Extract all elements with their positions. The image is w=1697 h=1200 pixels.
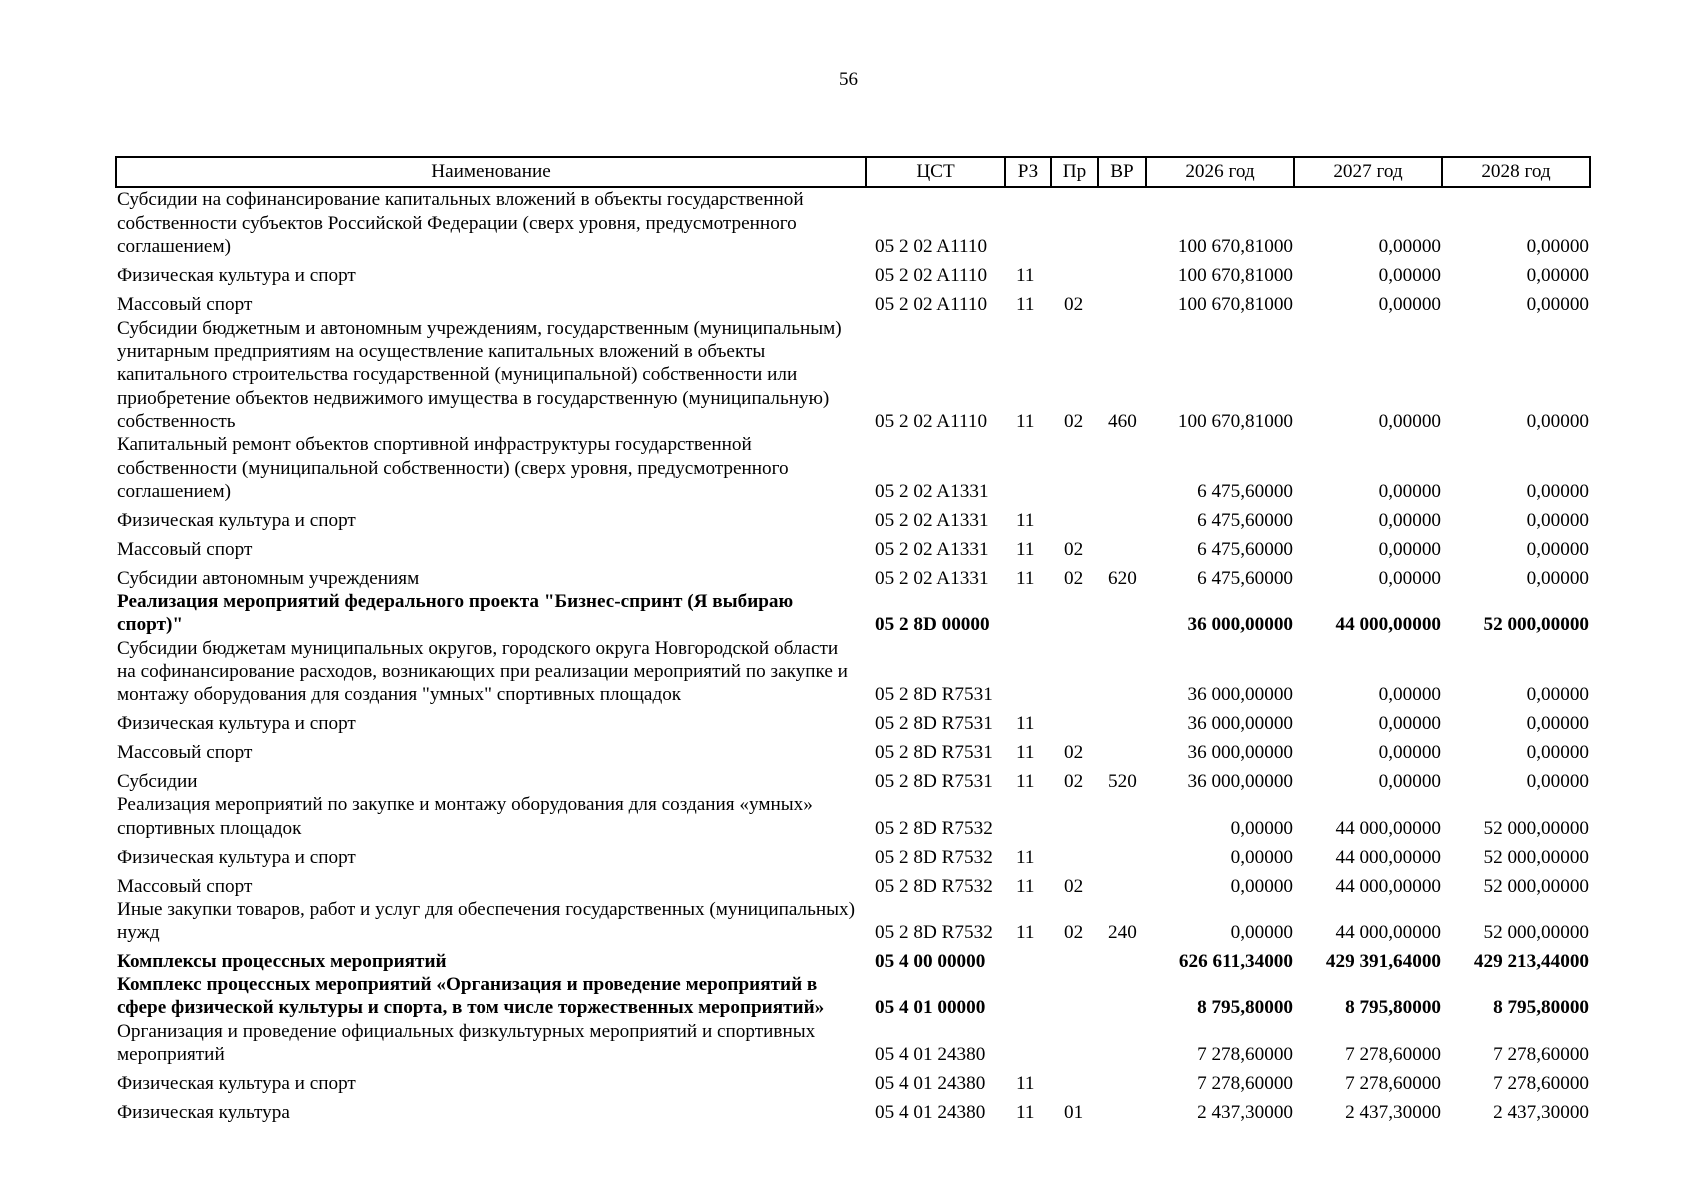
row-pr bbox=[1051, 258, 1098, 287]
row-2026: 100 670,81000 bbox=[1177, 410, 1293, 432]
row-vr: 520 bbox=[1108, 771, 1137, 793]
row-vr bbox=[1098, 973, 1146, 1019]
row-vr bbox=[1098, 1095, 1146, 1124]
row-cst: 05 2 02 A1110 bbox=[875, 264, 988, 286]
table-row bbox=[116, 706, 1590, 735]
row-rz: 11 bbox=[1016, 846, 1035, 868]
row-cst: 05 2 8D 00000 bbox=[875, 614, 990, 636]
header-rz: РЗ bbox=[1005, 157, 1051, 187]
row-vr: 240 bbox=[1108, 922, 1137, 944]
row-2028: 0,00000 bbox=[1526, 684, 1589, 706]
row-rz: 11 bbox=[1016, 410, 1035, 432]
row-2028: 0,00000 bbox=[1526, 538, 1589, 560]
table-header bbox=[116, 157, 1590, 187]
row-2028: 429 213,44000 bbox=[1473, 951, 1589, 973]
row-cst: 05 2 8D R7531 bbox=[875, 713, 993, 735]
row-cst: 05 2 02 A1110 bbox=[875, 235, 988, 257]
row-rz bbox=[1005, 944, 1051, 973]
table-row bbox=[116, 793, 1590, 839]
row-name: Субсидии бюджетным и автономным учреждениям, государственным (муниципальным) унитарным предприятиям на осуществление капитальных вложений в объекты капитального строительства государственной (муниципальной) собственности или приобретение объектов недвижимого имущества в государственную (муниципальную) собственность bbox=[117, 317, 842, 432]
row-2026: 7 278,60000 bbox=[1197, 1072, 1293, 1094]
table-row bbox=[116, 636, 1590, 706]
table-row bbox=[116, 316, 1590, 433]
row-2027: 44 000,00000 bbox=[1335, 922, 1441, 944]
row-vr bbox=[1098, 1066, 1146, 1095]
row-2027: 7 278,60000 bbox=[1345, 1043, 1441, 1065]
row-name: Реализация мероприятий по закупке и монтажу оборудования для создания «умных» спортивных площадок bbox=[117, 794, 813, 839]
row-2027: 0,00000 bbox=[1378, 410, 1441, 432]
row-2026: 6 475,60000 bbox=[1197, 538, 1293, 560]
row-2026: 7 278,60000 bbox=[1197, 1043, 1293, 1065]
row-vr bbox=[1098, 287, 1146, 316]
row-2026: 100 670,81000 bbox=[1177, 235, 1293, 257]
row-vr bbox=[1098, 433, 1146, 503]
row-2026: 100 670,81000 bbox=[1177, 264, 1293, 286]
row-rz: 11 bbox=[1016, 922, 1035, 944]
row-2027: 44 000,00000 bbox=[1335, 817, 1441, 839]
row-name: Физическая культура bbox=[117, 1101, 290, 1123]
row-2028: 0,00000 bbox=[1526, 713, 1589, 735]
row-name: Реализация мероприятий федерального проекта "Бизнес-спринт (Я выбираю спорт)" bbox=[117, 591, 794, 636]
header-cst: ЦСТ bbox=[866, 157, 1005, 187]
header-name: Наименование bbox=[116, 157, 866, 187]
row-cst: 05 4 01 24380 bbox=[875, 1101, 986, 1123]
row-vr bbox=[1098, 869, 1146, 898]
header-row bbox=[116, 157, 1590, 187]
row-rz: 11 bbox=[1016, 713, 1035, 735]
row-rz: 11 bbox=[1016, 293, 1035, 315]
row-2028: 0,00000 bbox=[1526, 771, 1589, 793]
table-row bbox=[116, 898, 1590, 944]
row-2028: 0,00000 bbox=[1526, 410, 1589, 432]
row-pr: 02 bbox=[1064, 410, 1084, 432]
row-pr bbox=[1051, 973, 1098, 1019]
row-name: Субсидии автономным учреждениям bbox=[117, 567, 420, 589]
row-2026: 36 000,00000 bbox=[1187, 713, 1293, 735]
row-2026: 6 475,60000 bbox=[1197, 567, 1293, 589]
row-name: Массовый спорт bbox=[117, 538, 253, 560]
row-2027: 0,00000 bbox=[1378, 538, 1441, 560]
row-rz bbox=[1005, 433, 1051, 503]
row-2026: 6 475,60000 bbox=[1197, 480, 1293, 502]
row-rz bbox=[1005, 973, 1051, 1019]
row-2027: 0,00000 bbox=[1378, 480, 1441, 502]
row-cst: 05 2 8D R7531 bbox=[875, 771, 993, 793]
row-pr bbox=[1051, 793, 1098, 839]
row-rz: 11 bbox=[1016, 538, 1035, 560]
row-vr bbox=[1098, 532, 1146, 561]
row-2028: 7 278,60000 bbox=[1493, 1072, 1589, 1094]
header-2028: 2028 год bbox=[1442, 157, 1590, 187]
table-row bbox=[116, 561, 1590, 590]
row-2026: 0,00000 bbox=[1230, 922, 1293, 944]
row-2028: 0,00000 bbox=[1526, 567, 1589, 589]
table-row bbox=[116, 532, 1590, 561]
table-row bbox=[116, 433, 1590, 503]
row-2026: 6 475,60000 bbox=[1197, 509, 1293, 531]
row-cst: 05 4 01 24380 bbox=[875, 1072, 986, 1094]
row-2027: 0,00000 bbox=[1378, 235, 1441, 257]
row-rz bbox=[1005, 187, 1051, 258]
table-row bbox=[116, 187, 1590, 258]
row-2028: 52 000,00000 bbox=[1483, 817, 1589, 839]
row-pr bbox=[1051, 1066, 1098, 1095]
row-name: Физическая культура и спорт bbox=[117, 713, 356, 735]
row-vr bbox=[1098, 944, 1146, 973]
row-2028: 0,00000 bbox=[1526, 509, 1589, 531]
row-pr bbox=[1051, 944, 1098, 973]
row-name: Иные закупки товаров, работ и услуг для обеспечения государственных (муниципальных) нужд bbox=[117, 898, 856, 944]
row-cst: 05 4 01 00000 bbox=[875, 997, 986, 1019]
row-rz: 11 bbox=[1016, 742, 1035, 764]
row-rz: 11 bbox=[1016, 1101, 1035, 1123]
row-cst: 05 2 02 A1331 bbox=[875, 509, 989, 531]
row-vr bbox=[1098, 636, 1146, 706]
row-rz bbox=[1005, 590, 1051, 636]
row-2026: 2 437,30000 bbox=[1197, 1101, 1293, 1123]
row-rz: 11 bbox=[1016, 1072, 1035, 1094]
row-name: Массовый спорт bbox=[117, 742, 253, 764]
row-pr: 02 bbox=[1064, 875, 1084, 897]
header-vr: ВР bbox=[1098, 157, 1146, 187]
row-pr bbox=[1051, 1020, 1098, 1066]
row-pr: 02 bbox=[1064, 538, 1084, 560]
table-row bbox=[116, 1020, 1590, 1066]
row-2026: 0,00000 bbox=[1230, 875, 1293, 897]
row-name: Массовый спорт bbox=[117, 293, 253, 315]
row-cst: 05 2 8D R7531 bbox=[875, 742, 993, 764]
row-2026: 100 670,81000 bbox=[1177, 293, 1293, 315]
table-row bbox=[116, 287, 1590, 316]
budget-table bbox=[115, 156, 1591, 1124]
row-pr bbox=[1051, 503, 1098, 532]
row-2027: 44 000,00000 bbox=[1335, 614, 1441, 636]
row-name: Комплекс процессных мероприятий «Организация и проведение мероприятий в сфере физической культуры и спорта, в том числе торжественных мероприятий» bbox=[117, 974, 825, 1019]
row-cst: 05 2 8D R7532 bbox=[875, 875, 993, 897]
row-2026: 626 611,34000 bbox=[1178, 951, 1293, 973]
header-2026: 2026 год bbox=[1146, 157, 1294, 187]
table-row bbox=[116, 973, 1590, 1019]
table-row bbox=[116, 1066, 1590, 1095]
row-cst: 05 2 02 A1110 bbox=[875, 410, 988, 432]
row-2026: 36 000,00000 bbox=[1187, 771, 1293, 793]
row-cst: 05 2 8D R7532 bbox=[875, 922, 993, 944]
row-2028: 52 000,00000 bbox=[1483, 922, 1589, 944]
row-name: Комплексы процессных мероприятий bbox=[117, 951, 447, 973]
row-pr bbox=[1051, 706, 1098, 735]
row-vr bbox=[1098, 503, 1146, 532]
row-2028: 7 278,60000 bbox=[1493, 1043, 1589, 1065]
row-rz bbox=[1005, 1020, 1051, 1066]
table-row bbox=[116, 869, 1590, 898]
row-2028: 52 000,00000 bbox=[1483, 846, 1589, 868]
row-cst: 05 2 02 A1331 bbox=[875, 480, 989, 502]
row-name: Физическая культура и спорт bbox=[117, 846, 356, 868]
table-row bbox=[116, 764, 1590, 793]
row-name: Физическая культура и спорт bbox=[117, 509, 356, 531]
row-pr: 02 bbox=[1064, 922, 1084, 944]
row-vr bbox=[1098, 187, 1146, 258]
row-name: Субсидии на софинансирование капитальных вложений в объекты государственной собственности субъектов Российской Федерации (сверх уровня, предусмотренного соглашением) bbox=[117, 189, 804, 257]
row-name: Капитальный ремонт объектов спортивной инфраструктуры государственной собственности (муниципальной собственности) (сверх уровня, предусмотренного соглашением) bbox=[117, 434, 789, 502]
row-pr: 02 bbox=[1064, 567, 1084, 589]
row-2026: 36 000,00000 bbox=[1187, 614, 1293, 636]
row-cst: 05 2 8D R7531 bbox=[875, 684, 993, 706]
row-2027: 0,00000 bbox=[1378, 567, 1441, 589]
row-2027: 44 000,00000 bbox=[1335, 875, 1441, 897]
row-vr bbox=[1098, 735, 1146, 764]
row-pr: 02 bbox=[1064, 293, 1084, 315]
row-pr bbox=[1051, 590, 1098, 636]
row-pr bbox=[1051, 433, 1098, 503]
row-2027: 0,00000 bbox=[1378, 742, 1441, 764]
table-row bbox=[116, 1095, 1590, 1124]
row-2028: 0,00000 bbox=[1526, 742, 1589, 764]
row-cst: 05 2 02 A1331 bbox=[875, 538, 989, 560]
row-pr bbox=[1051, 636, 1098, 706]
row-vr: 620 bbox=[1108, 567, 1137, 589]
row-2028: 52 000,00000 bbox=[1483, 614, 1589, 636]
row-2027: 0,00000 bbox=[1378, 509, 1441, 531]
row-cst: 05 4 00 00000 bbox=[875, 951, 986, 973]
row-name: Субсидии бюджетам муниципальных округов, городского округа Новгородской области на софинансирование расходов, возникающих при реализации мероприятий по закупке и монтажу оборудования для создания "умных" спортивных площадок bbox=[117, 637, 848, 706]
row-name: Физическая культура и спорт bbox=[117, 264, 356, 286]
table-row bbox=[116, 735, 1590, 764]
row-vr bbox=[1098, 1020, 1146, 1066]
row-2026: 0,00000 bbox=[1230, 817, 1293, 839]
row-name: Субсидии bbox=[117, 771, 198, 793]
row-cst: 05 4 01 24380 bbox=[875, 1043, 986, 1065]
row-2028: 0,00000 bbox=[1526, 264, 1589, 286]
row-vr bbox=[1098, 706, 1146, 735]
row-vr bbox=[1098, 840, 1146, 869]
row-rz: 11 bbox=[1016, 567, 1035, 589]
row-2027: 429 391,64000 bbox=[1325, 951, 1441, 973]
table-row bbox=[116, 258, 1590, 287]
row-pr: 01 bbox=[1064, 1101, 1084, 1123]
table-body bbox=[116, 187, 1590, 1124]
row-vr bbox=[1098, 590, 1146, 636]
row-2027: 2 437,30000 bbox=[1345, 1101, 1441, 1123]
row-rz bbox=[1005, 793, 1051, 839]
row-rz: 11 bbox=[1016, 509, 1035, 531]
row-2028: 52 000,00000 bbox=[1483, 875, 1589, 897]
row-2027: 8 795,80000 bbox=[1345, 997, 1441, 1019]
row-2028: 2 437,30000 bbox=[1493, 1101, 1589, 1123]
row-2027: 0,00000 bbox=[1378, 264, 1441, 286]
header-pr: Пр bbox=[1051, 157, 1098, 187]
row-2027: 0,00000 bbox=[1378, 713, 1441, 735]
row-2026: 36 000,00000 bbox=[1187, 684, 1293, 706]
header-2027: 2027 год bbox=[1294, 157, 1442, 187]
page-number: 56 bbox=[839, 69, 858, 90]
table-row bbox=[116, 840, 1590, 869]
row-pr: 02 bbox=[1064, 742, 1084, 764]
row-2026: 0,00000 bbox=[1230, 846, 1293, 868]
row-2028: 8 795,80000 bbox=[1493, 997, 1589, 1019]
row-2027: 7 278,60000 bbox=[1345, 1072, 1441, 1094]
row-vr bbox=[1098, 793, 1146, 839]
table-row bbox=[116, 590, 1590, 636]
row-rz bbox=[1005, 636, 1051, 706]
table-row bbox=[116, 503, 1590, 532]
row-2028: 0,00000 bbox=[1526, 480, 1589, 502]
row-2026: 8 795,80000 bbox=[1197, 997, 1293, 1019]
row-cst: 05 2 02 A1110 bbox=[875, 293, 988, 315]
row-2028: 0,00000 bbox=[1526, 235, 1589, 257]
row-pr: 02 bbox=[1064, 771, 1084, 793]
row-name: Физическая культура и спорт bbox=[117, 1072, 356, 1094]
row-vr: 460 bbox=[1108, 410, 1137, 432]
table-row bbox=[116, 944, 1590, 973]
row-pr bbox=[1051, 187, 1098, 258]
row-cst: 05 2 02 A1331 bbox=[875, 567, 989, 589]
row-2027: 0,00000 bbox=[1378, 293, 1441, 315]
row-rz: 11 bbox=[1016, 264, 1035, 286]
row-2027: 0,00000 bbox=[1378, 771, 1441, 793]
row-rz: 11 bbox=[1016, 875, 1035, 897]
row-2027: 0,00000 bbox=[1378, 684, 1441, 706]
row-rz: 11 bbox=[1016, 771, 1035, 793]
row-vr bbox=[1098, 258, 1146, 287]
row-2028: 0,00000 bbox=[1526, 293, 1589, 315]
row-cst: 05 2 8D R7532 bbox=[875, 817, 993, 839]
row-cst: 05 2 8D R7532 bbox=[875, 846, 993, 868]
row-name: Массовый спорт bbox=[117, 875, 253, 897]
row-2026: 36 000,00000 bbox=[1187, 742, 1293, 764]
row-pr bbox=[1051, 840, 1098, 869]
row-name: Организация и проведение официальных физкультурных мероприятий и спортивных мероприятий bbox=[117, 1020, 816, 1065]
row-2027: 44 000,00000 bbox=[1335, 846, 1441, 868]
